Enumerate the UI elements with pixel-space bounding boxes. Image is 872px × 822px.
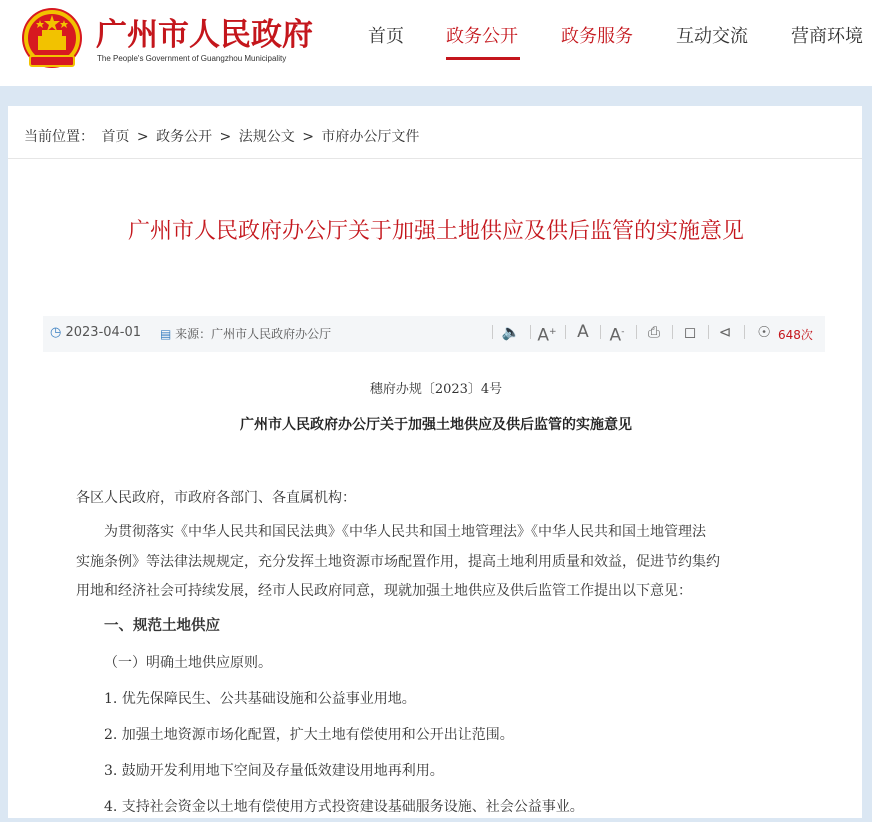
document-title: 广州市人民政府办公厅关于加强土地供应及供后监管的实施意见	[240, 417, 632, 433]
document-number: 穗府办规〔2023〕4号	[369, 382, 503, 397]
breadcrumb-office-docs[interactable]: 市府办公厅文件	[321, 129, 420, 145]
font-decrease-icon[interactable]: A-	[609, 325, 625, 346]
nav-item-home[interactable]: 首页	[368, 26, 404, 47]
publish-date-value: 2023-04-01	[65, 325, 142, 340]
subsection-heading: （一）明确土地供应原则。	[104, 655, 272, 671]
breadcrumb-separator: >	[302, 129, 314, 145]
page-bottom-edge	[0, 818, 872, 822]
font-reset-icon[interactable]: A	[577, 322, 589, 342]
nav-item-business-env[interactable]: 营商环境	[791, 26, 863, 47]
source-icon: ▤	[160, 327, 172, 341]
breadcrumb-home[interactable]: 首页	[101, 129, 130, 145]
main-nav	[0, 22, 872, 62]
salutation: 各区人民政府，市政府各部门、各直属机构：	[76, 490, 356, 506]
list-item: 3. 鼓励开发利用地下空间及存量低效建设用地再利用。	[104, 763, 444, 779]
site-subtitle: The People's Government of Guangzhou Municipality	[97, 54, 287, 63]
article-title: 广州市人民政府办公厅关于加强土地供应及供后监管的实施意见	[127, 219, 744, 244]
list-item: 1. 优先保障民生、公共基础设施和公益事业用地。	[104, 691, 416, 707]
toolbar-divider	[636, 325, 637, 339]
breadcrumb-prefix: 当前位置：	[24, 129, 94, 145]
site-header	[0, 0, 872, 86]
toolbar-divider	[672, 325, 673, 339]
breadcrumb-separator: >	[219, 129, 232, 145]
toolbar-divider	[565, 325, 566, 339]
list-item: 4. 支持社会资金以土地有偿使用方式投资建设基础服务设施、社会公益事业。	[104, 799, 584, 815]
breadcrumb-gov-open[interactable]: 政务公开	[156, 129, 213, 145]
content-card	[8, 106, 862, 822]
active-nav-indicator	[446, 57, 520, 60]
breadcrumb-separator: >	[136, 129, 149, 145]
clock-icon: ◷	[50, 325, 62, 340]
share-icon[interactable]: ⊲	[718, 323, 732, 341]
intro-line: 实施条例》等法律法规规定，充分发挥土地资源市场配置作用，提高土地利用质量和效益，促进节约集约	[76, 554, 720, 570]
intro-line: 为贯彻落实《中华人民共和国民法典》《中华人民共和国土地管理法》《中华人民共和国土地管理法	[104, 524, 706, 540]
breadcrumb	[24, 126, 422, 146]
eye-icon: ☉	[757, 323, 771, 341]
site-title[interactable]: 广州市人民政府	[96, 17, 313, 53]
toolbar-divider	[530, 325, 531, 339]
nav-item-gov-affairs-open[interactable]: 政务公开	[446, 26, 518, 47]
article-source-value: 来源：广州市人民政府办公厅	[175, 327, 332, 341]
nav-item-interaction[interactable]: 互动交流	[676, 26, 748, 47]
breadcrumb-regulations[interactable]: 法规公文	[238, 129, 295, 145]
nav-item-gov-services[interactable]: 政务服务	[561, 26, 633, 47]
intro-line: 用地和经济社会可持续发展，经市人民政府同意，现就加强土地供应及供后监管工作提出以下意见：	[76, 583, 692, 599]
toolbar-divider	[492, 325, 493, 339]
bookmark-icon[interactable]: ◻	[683, 323, 697, 341]
toolbar-divider	[744, 325, 745, 339]
article-source	[160, 325, 331, 342]
print-icon[interactable]: ⎙	[647, 323, 660, 341]
toolbar-divider	[708, 325, 709, 339]
publish-date	[50, 325, 141, 340]
breadcrumb-divider	[8, 158, 862, 159]
section-heading: 一、规范土地供应	[104, 617, 220, 634]
font-increase-icon[interactable]: A+	[537, 325, 557, 346]
view-count: 648次	[778, 328, 813, 342]
speaker-icon[interactable]: 🔈	[501, 323, 521, 341]
list-item: 2. 加强土地资源市场化配置，扩大土地有偿使用和公开出让范围。	[104, 727, 514, 743]
toolbar-divider	[600, 325, 601, 339]
